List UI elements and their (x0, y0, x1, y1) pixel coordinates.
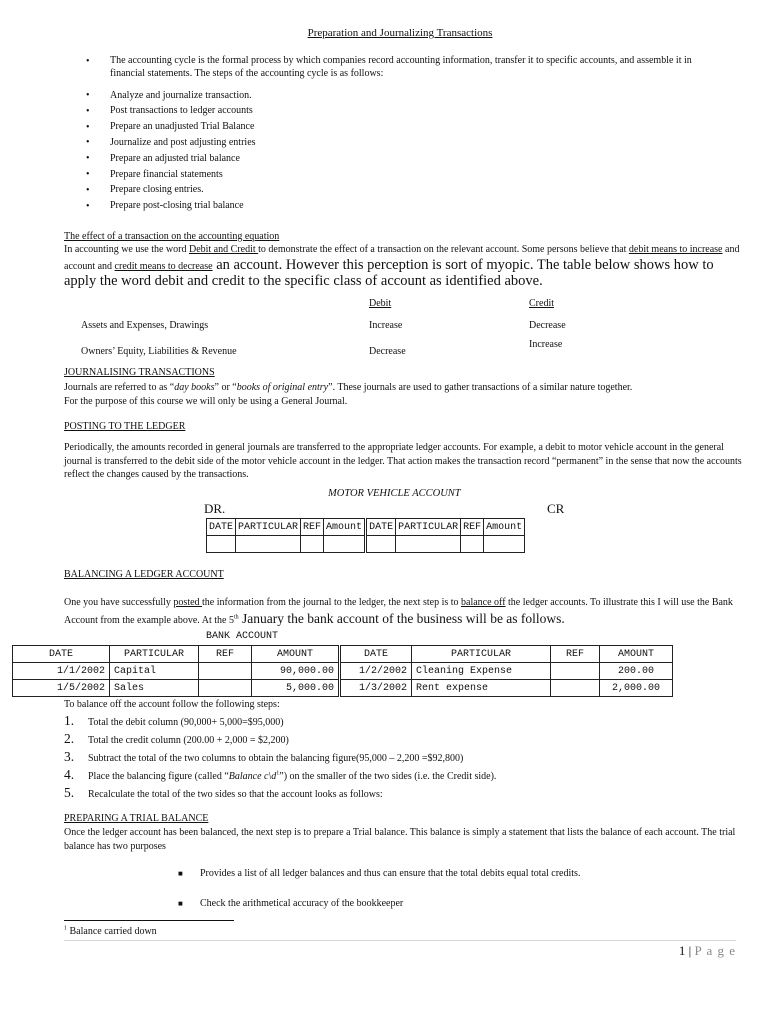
bank-cell: 2,000.00 (600, 680, 673, 697)
bank-account-table (12, 645, 673, 697)
trial-heading: PREPARING A TRIAL BALANCE (64, 813, 209, 824)
bank-cell (199, 680, 252, 697)
balancing-text-b: the information from the journal to the ledger, the next step is to (202, 597, 462, 608)
posting-heading: POSTING TO THE LEDGER (64, 421, 186, 432)
effect-text-4: an account. However this perception is sort of myopic. The table below shows how to apply the word debit and credit to the specific class of account as identified above. (64, 256, 714, 290)
balancing-paragraph (64, 596, 744, 629)
bank-header-cell: REF (199, 646, 252, 663)
page-word: P a g e (694, 943, 736, 958)
mv-cell (301, 536, 324, 553)
bank-account-title: BANK ACCOUNT (206, 631, 279, 642)
bullet-icon: • (86, 121, 90, 133)
bullet-icon: • (86, 153, 90, 165)
cr-label: CR (547, 501, 565, 516)
bullet-icon: • (86, 105, 90, 117)
day-books: day books (174, 382, 215, 393)
trial-paragraph: Once the ledger account has been balanced, the next step is to prepare a Trial balance. This balance is simply a statement that lists the balance of each account. The trial balance has two purposes (64, 827, 736, 852)
bank-cell: 1/2/2002 (340, 663, 412, 680)
motor-vehicle-title: MOTOR VEHICLE ACCOUNT (328, 488, 461, 499)
step-item: Prepare post-closing trial balance (110, 200, 244, 212)
footnote-mark: 1 (64, 925, 67, 932)
bank-header-cell: DATE (13, 646, 110, 663)
page-number: 1 (678, 943, 686, 958)
bullet-icon: • (86, 90, 90, 101)
balancing-text-c: the ledger accounts. To illustrate this I will use the Bank Account from the example above. At the 5 (64, 597, 733, 626)
bank-cell (551, 663, 600, 680)
bullet-icon: • (86, 137, 90, 149)
step-number: 4. (64, 767, 75, 782)
row1-credit: Decrease (529, 320, 566, 331)
bank-cell (551, 680, 600, 697)
posted-word: posted (173, 597, 203, 608)
bank-header-cell: AMOUNT (600, 646, 673, 663)
row2-debit: Decrease (369, 346, 406, 357)
bank-cell: Rent expense (412, 680, 551, 697)
balancing-text-big: January the bank account of the business will be as follows. (238, 611, 565, 626)
balancing-text-a: One you have successfully (64, 597, 174, 608)
mv-header-cell: DATE (207, 519, 236, 536)
mv-cell (366, 536, 396, 553)
step-text: Total the credit column (200.00 + 2,000 = $2,200) (88, 735, 289, 746)
bank-cell: 5,000.00 (252, 680, 340, 697)
bank-cell: Sales (110, 680, 199, 697)
numbered-step (64, 712, 284, 730)
intro-paragraph: The accounting cycle is the formal process by which companies record accounting information, transfer it to specific accounts, and assemble it in financial statements. The steps of the accounting cycle is as follows: (110, 55, 692, 79)
effect-heading: The effect of a transaction on the accounting equation (64, 231, 280, 242)
step-number: 5. (64, 785, 75, 800)
numbered-step (64, 730, 289, 748)
row2-credit: Increase (529, 339, 563, 350)
mv-cell (461, 536, 484, 553)
row1-debit: Increase (369, 320, 403, 331)
effect-text-3: and account and (64, 244, 740, 272)
bank-header-row (13, 646, 673, 663)
row2-label: Owners’ Equity, Liabilities & Revenue (81, 346, 237, 357)
square-bullet-icon: ■ (178, 869, 183, 878)
balancing-heading: BALANCING A LEDGER ACCOUNT (64, 569, 224, 580)
bullet-icon: • (86, 169, 90, 180)
footnote-separator (64, 920, 234, 921)
step-item: Prepare an adjusted trial balance (110, 152, 240, 164)
footer-separator: | (685, 943, 695, 958)
mv-header-cell: PARTICULAR (396, 519, 461, 536)
effect-debit-increase: debit means to increase (628, 244, 723, 255)
bank-table-clip (12, 645, 692, 697)
bullet-icon: • (86, 184, 90, 196)
numbered-step (64, 748, 463, 766)
dr-label: DR. (204, 501, 226, 516)
mv-empty-row (207, 536, 525, 553)
posting-paragraph: Periodically, the amounts recorded in general journals are transferred to the appropriate ledger accounts. For example, a debit to motor vehicle account in the general journal is transferred to the debit side of the motor vehicle account in the ledger. That action makes the transaction record “permanent” in the sense that now the accounts reflect the changes caused by the transactions. (64, 442, 742, 480)
balance-off-word: balance off (461, 597, 506, 608)
bank-cell: 1/3/2002 (340, 680, 412, 697)
footnote-ref: 1 (276, 770, 280, 777)
step-item: Post transactions to ledger accounts (110, 105, 253, 117)
bank-header-cell: PARTICULAR (412, 646, 551, 663)
bank-cell: 200.00 (600, 663, 673, 680)
row1-label: Assets and Expenses, Drawings (81, 320, 209, 331)
journalising-text-e: ”. These journals are used to gather transactions of a similar nature together. (328, 382, 633, 393)
step-item: Analyze and journalize transaction. (110, 89, 252, 101)
bank-cell: 90,000.00 (252, 663, 340, 680)
step-text: Total the debit column (90,000+ 5,000=$95,000) (88, 717, 284, 728)
credit-column-header: Credit (529, 298, 554, 309)
mv-cell (396, 536, 461, 553)
journalising-text-a: Journals are referred to as “ (64, 382, 175, 393)
effect-text-1: In accounting we use the word (64, 244, 189, 255)
bank-cell (199, 663, 252, 680)
trial-point-text: Check the arithmetical accuracy of the bookkeeper (200, 898, 404, 909)
bullet-icon: • (86, 56, 90, 67)
journalising-heading: JOURNALISING TRANSACTIONS (64, 367, 215, 378)
step-text: Recalculate the total of the two sides so that the account looks as follows: (88, 789, 383, 800)
effect-debit-credit: Debit and Credit (188, 244, 259, 255)
mv-cell (207, 536, 236, 553)
step-item: Prepare an unadjusted Trial Balance (110, 121, 255, 133)
journalising-line-1 (64, 381, 754, 394)
bank-cell: 1/1/2002 (13, 663, 110, 680)
mv-header-cell: PARTICULAR (236, 519, 301, 536)
balance-cd-term: Balance c\d (228, 771, 277, 782)
mv-header-row (207, 519, 525, 536)
page-footer (679, 943, 736, 960)
mv-header-cell: Amount (484, 519, 525, 536)
bank-header-cell: DATE (340, 646, 412, 663)
mv-header-cell: Amount (324, 519, 366, 536)
mv-cell (324, 536, 366, 553)
follow-steps-text: To balance off the account follow the following steps: (64, 699, 280, 710)
footnote-text: Balance carried down (67, 926, 157, 937)
books-of-original-entry: books of original entry (236, 382, 329, 393)
page-title: Preparation and Journalizing Transactions (307, 27, 493, 39)
step-text-b: ”) on the smaller of the two sides (i.e. the Credit side). (279, 771, 497, 782)
square-bullet-icon: ■ (178, 899, 183, 908)
step-number: 1. (64, 713, 75, 728)
step-item: Prepare financial statements (110, 168, 223, 180)
bank-row (13, 680, 673, 697)
step-text-a: Place the balancing figure (called “ (88, 771, 229, 782)
effect-credit-decrease: credit means to decrease (114, 260, 213, 272)
mv-header-cell: REF (301, 519, 324, 536)
step-number: 2. (64, 731, 75, 746)
journalising-text-c: ” or “ (214, 382, 237, 393)
bank-header-cell: PARTICULAR (110, 646, 199, 663)
th-superscript: th (233, 614, 239, 621)
effect-text-2: to demonstrate the effect of a transaction on the relevant account. Some persons believe that (258, 244, 629, 255)
mv-cell (236, 536, 301, 553)
bank-row (13, 663, 673, 680)
footnote (64, 925, 157, 938)
step-item: Prepare closing entries. (110, 184, 204, 196)
mv-header-cell: REF (461, 519, 484, 536)
trial-point (178, 867, 580, 880)
bank-cell: Cleaning Expense (412, 663, 551, 680)
mv-header-cell: DATE (366, 519, 396, 536)
bank-cell: 1/5/2002 (13, 680, 110, 697)
numbered-step (64, 784, 383, 802)
trial-point-text: Provides a list of all ledger balances and thus can ensure that the total debits equal total credits. (200, 868, 581, 879)
footer-rule (64, 940, 736, 941)
bullet-icon: • (86, 200, 90, 212)
mv-cell (484, 536, 525, 553)
bank-header-cell: AMOUNT (252, 646, 340, 663)
effect-paragraph (64, 243, 744, 290)
motor-vehicle-table (206, 518, 525, 553)
step-number: 3. (64, 749, 75, 764)
numbered-step (64, 766, 496, 784)
bank-cell: Capital (110, 663, 199, 680)
trial-point (178, 897, 403, 910)
step-item: Journalize and post adjusting entries (110, 136, 256, 148)
bank-header-cell: REF (551, 646, 600, 663)
step-text: Subtract the total of the two columns to obtain the balancing figure(95,000 – 2,200 =$92,800) (88, 753, 464, 764)
journalising-line-2: For the purpose of this course we will only be using a General Journal. (64, 396, 348, 407)
debit-column-header: Debit (369, 298, 392, 309)
